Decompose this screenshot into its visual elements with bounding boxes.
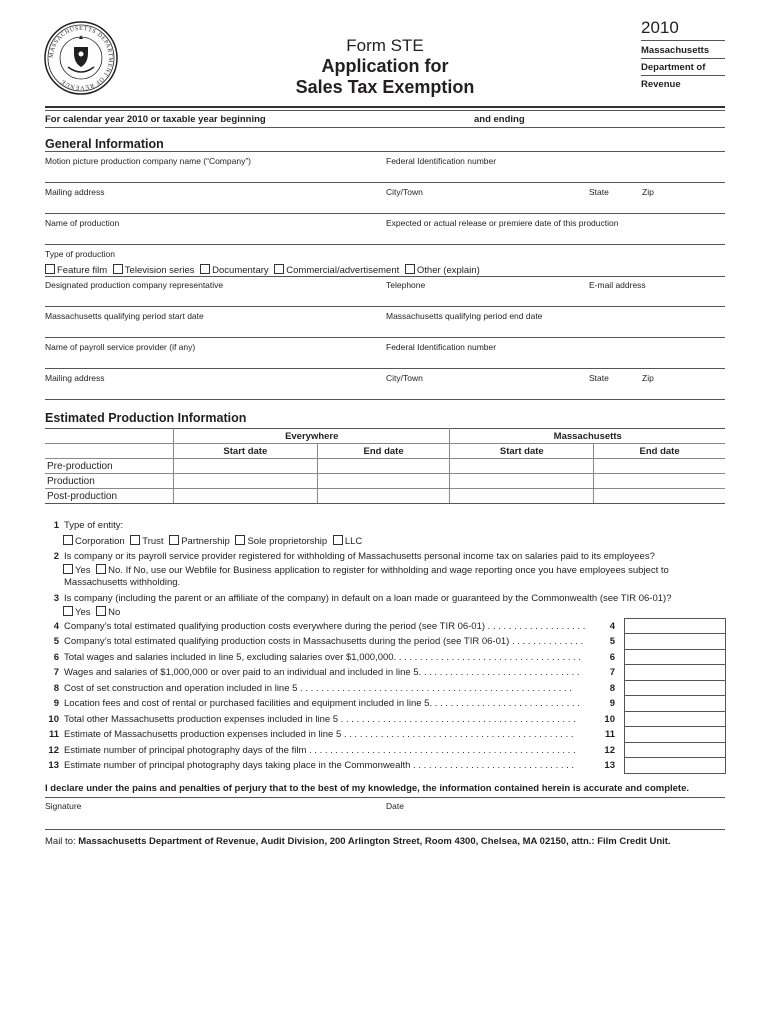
tax-period-label: For calendar year 2010 or taxable year beginning [45,114,266,125]
line-text: Wages and salaries of $1,000,000 or over paid to an individual and included in line 5. . . . . . . . . . . . . . . . . . . . . . . . . . . . . . . [64,667,580,678]
line-number: 4 [53,621,59,632]
zip-2-label: Zip [642,373,654,383]
line-8-input[interactable] [624,680,726,696]
table-row [45,489,725,504]
television-series-label: Television series [124,265,195,276]
other-label: Other (explain) [416,265,480,276]
form-title-line2: Sales Tax Exemption [295,77,475,97]
question-2-number: 2 [53,551,59,562]
line-4-input[interactable] [624,618,726,634]
production-name-field[interactable] [45,228,380,242]
line-6 [45,652,615,665]
production-dates-table [45,428,725,504]
line-number: 13 [48,760,59,771]
sole-proprietorship-checkbox[interactable] [235,535,245,545]
declaration-text: I declare under the pains and penalties of perjury that to the best of my knowledge, the information contained herein is accurate and complete. [45,783,690,794]
feature-film-checkbox[interactable] [45,264,55,274]
federal-id-field[interactable] [386,166,725,180]
date-cell[interactable] [594,459,725,474]
table-row [45,474,725,489]
date-cell[interactable] [174,489,318,504]
email-label: E-mail address [589,280,646,290]
agency-line3: Revenue [641,79,681,90]
form-title-line1: Application for [321,56,449,76]
everywhere-start-header: Start date [174,444,318,459]
form-name: Form STE [346,36,424,55]
zip-field[interactable] [642,197,725,211]
mailing-address-label: Mailing address [45,187,105,197]
line-ref: 10 [604,714,615,725]
llc-checkbox[interactable] [333,535,343,545]
email-field[interactable] [589,290,725,304]
qualifying-end-label: Massachusetts qualifying period end date [386,311,543,321]
q3-yes-checkbox[interactable] [63,606,73,616]
production-name-label: Name of production [45,218,120,228]
line-ref: 8 [609,683,615,694]
signature-label: Signature [45,801,82,811]
production-type-options [42,264,480,276]
corporation-label: Corporation [75,536,125,547]
partnership-label: Partnership [181,536,230,547]
payroll-provider-field[interactable] [45,352,380,366]
line-text: Estimate of Massachusetts production expenses included in line 5 . . . . . . . . . . . . . . . . . . . . . . . . . . . . . . . . . . . . . . . . . . . . [64,729,574,740]
representative-field[interactable] [45,290,380,304]
q3-yes-label: Yes [75,607,91,618]
other-checkbox[interactable] [405,264,415,274]
line-text: Company’s total estimated qualifying production costs everywhere during the period (see TIR 06-01) . . . . . . . . . . . . . . . . . . . [64,621,586,632]
date-cell[interactable] [174,459,318,474]
agency-line2: Department of [641,62,706,73]
date-cell[interactable] [594,474,725,489]
type-of-production-label: Type of production [45,249,115,259]
line-number: 8 [53,683,59,694]
seal-logo [44,21,118,95]
partnership-checkbox[interactable] [169,535,179,545]
federal-id-2-label: Federal Identification number [386,342,497,352]
line-number: 12 [48,745,59,756]
estimated-production-heading: Estimated Production Information [45,411,247,425]
agency-line1: Massachusetts [641,45,710,56]
mail-to-address: Massachusetts Department of Revenue, Audit Division, 200 Arlington Street, Room 4300, Chelsea, MA 02150, attn.: Film Credit Unit. [78,836,671,847]
line-text: Estimate number of principal photography days of the film . . . . . . . . . . . . . . . . . . . . . . . . . . . . . . . . . . . . . . . . . . . . . . . . . . . [64,745,576,756]
tax-period-begin-field[interactable] [276,114,466,126]
mail-to-line [45,836,671,847]
general-information-heading: General Information [45,137,164,151]
line-number: 10 [48,714,59,725]
question-3-number: 3 [53,593,59,604]
question-2-text: Is company or its payroll service provider registered for withholding of Massachusetts personal income tax on salaries paid to its employees? [64,551,655,562]
question-2-continuation: Massachusetts withholding. [64,577,181,588]
line-ref: 13 [604,760,615,771]
q2-yes-label: Yes [75,565,91,576]
line-8 [45,683,615,696]
question-3-text: Is company (including the parent or an affiliate of the company) in default on a loan made or guaranteed by the Commonwealth (see TIR 06-01)? [64,593,672,604]
date-cell[interactable] [594,489,725,504]
signature-field[interactable] [45,811,380,827]
sole-proprietorship-label: Sole proprietorship [247,536,328,547]
company-name-label: Motion picture production company name (“Company”) [45,156,251,166]
q2-no-checkbox[interactable] [96,564,106,574]
question-1-text: Type of entity: [64,520,124,531]
company-name-field[interactable] [45,166,380,180]
line-text: Cost of set construction and operation included in line 5 . . . . . . . . . . . . . . . . . . . . . . . . . . . . . . . . . . . . . . . . . . . . . . . . . . . . [64,683,572,694]
line-text: Total other Massachusetts production expenses included in line 5 . . . . . . . . . . . . . . . . . . . . . . . . . . . . . . . . . . . . . . . . . . . . . [64,714,576,725]
row-label: Pre-production [45,459,174,474]
line-7 [45,667,615,680]
date-cell[interactable] [174,474,318,489]
line-12-input[interactable] [624,742,726,758]
question-1 [45,520,123,531]
form-year: 2010 [641,18,679,37]
line-text: Estimate number of principal photography days taking place in the Commonwealth . . . . . . . . . . . . . . . . . . . . . . . . . . . . . . . [64,760,575,771]
line-ref: 5 [609,636,615,647]
line-9-input[interactable] [624,695,726,711]
line-7-input[interactable] [624,664,726,680]
line-4 [45,621,615,634]
line-ref: 12 [604,745,615,756]
zip-2-field[interactable] [642,383,725,397]
entity-type-options [60,535,362,547]
city-field[interactable] [386,197,581,211]
date-field[interactable] [386,811,725,827]
commercial-label: Commercial/advertisement [286,265,400,276]
q3-no-checkbox[interactable] [96,606,106,616]
payroll-provider-label: Name of payroll service provider (if any) [45,342,196,352]
line-11-input[interactable] [624,726,726,742]
telephone-label: Telephone [386,280,426,290]
massachusetts-header: Massachusetts [450,429,725,444]
everywhere-end-header: End date [317,444,450,459]
city-2-field[interactable] [386,383,581,397]
seal-text: MASSACHUSETTS DEPARTMENT OF REVENUE [48,25,114,91]
table-row [45,459,725,474]
state-label: State [589,187,609,197]
telephone-field[interactable] [386,290,581,304]
state-2-label: State [589,373,609,383]
line-text: Location fees and cost of rental or purchased facilities and equipment included in line 5. . . . . . . . . . . . . . . . . . . . . . . . . . . . . [64,698,580,709]
line-11 [45,729,615,742]
line-number: 6 [53,652,59,663]
question-1-number: 1 [53,520,59,531]
line-text: Total wages and salaries included in line 5, excluding salaries over $1,000,000. . . . . . . . . . . . . . . . . . . . . . . . . . . . . . . . . . . . [64,652,581,663]
mail-to-label: Mail to: [45,836,76,847]
row-label: Production [45,474,174,489]
documentary-label: Documentary [212,265,269,276]
line-ref: 6 [609,652,615,663]
mailing-address-2-field[interactable] [45,383,380,397]
tax-period-end-field[interactable] [530,114,725,126]
city-2-label: City/Town [386,373,423,383]
date-cell[interactable] [317,459,450,474]
line-ref: 11 [604,729,615,740]
line-number: 7 [53,667,59,678]
date-cell[interactable] [450,489,594,504]
line-number: 9 [53,698,59,709]
line-12 [45,745,615,758]
corporation-checkbox[interactable] [63,535,73,545]
release-date-label: Expected or actual release or premiere date of this production [386,218,619,228]
qualifying-start-label: Massachusetts qualifying period start date [45,311,204,321]
representative-label: Designated production company representative [45,280,224,290]
qualifying-start-field[interactable] [45,321,380,335]
q3-no-label: No [108,607,121,618]
date-cell[interactable] [317,474,450,489]
federal-id-label: Federal Identification number [386,156,497,166]
qualifying-end-field[interactable] [386,321,725,335]
row-label: Post-production [45,489,174,504]
line-ref: 7 [609,667,615,678]
city-label: City/Town [386,187,423,197]
line-ref: 9 [609,698,615,709]
ma-start-header: Start date [450,444,594,459]
date-cell[interactable] [450,474,594,489]
question-3-answers [60,606,120,618]
trust-checkbox[interactable] [130,535,140,545]
date-cell[interactable] [450,459,594,474]
state-field[interactable] [589,197,634,211]
line-5-input[interactable] [624,633,726,649]
date-label: Date [386,801,404,811]
line-10 [45,714,615,727]
ma-end-header: End date [594,444,725,459]
question-3 [45,593,671,604]
llc-label: LLC [344,536,363,547]
commercial-checkbox[interactable] [274,264,284,274]
release-date-field[interactable] [386,228,725,242]
state-2-field[interactable] [589,383,634,397]
q2-no-label: No. If No, use our Webfile for Business application to register for withholding and wage reporting once you have employees subject to [108,565,669,576]
question-2 [45,551,655,562]
everywhere-header: Everywhere [174,429,450,444]
line-10-input[interactable] [624,711,726,727]
trust-label: Trust [142,536,164,547]
date-cell[interactable] [317,489,450,504]
feature-film-label: Feature film [57,265,108,276]
mailing-address-2-label: Mailing address [45,373,105,383]
line-13 [45,760,615,773]
line-13-input[interactable] [624,757,726,774]
line-text: Company’s total estimated qualifying production costs in Massachusetts during the period (see TIR 06-01) . . . . . . . . . . . . . . [64,636,584,647]
documentary-checkbox[interactable] [200,264,210,274]
line-6-input[interactable] [624,649,726,665]
line-9 [45,698,615,711]
line-number: 5 [53,636,59,647]
mailing-address-field[interactable] [45,197,380,211]
line-ref: 4 [609,621,615,632]
tax-period-ending-label: and ending [474,114,525,125]
q2-yes-checkbox[interactable] [63,564,73,574]
federal-id-2-field[interactable] [386,352,725,366]
television-series-checkbox[interactable] [113,264,123,274]
zip-label: Zip [642,187,654,197]
line-5 [45,636,615,649]
question-2-answers [60,564,669,576]
other-explain-field[interactable] [498,263,725,275]
line-number: 11 [48,729,59,740]
